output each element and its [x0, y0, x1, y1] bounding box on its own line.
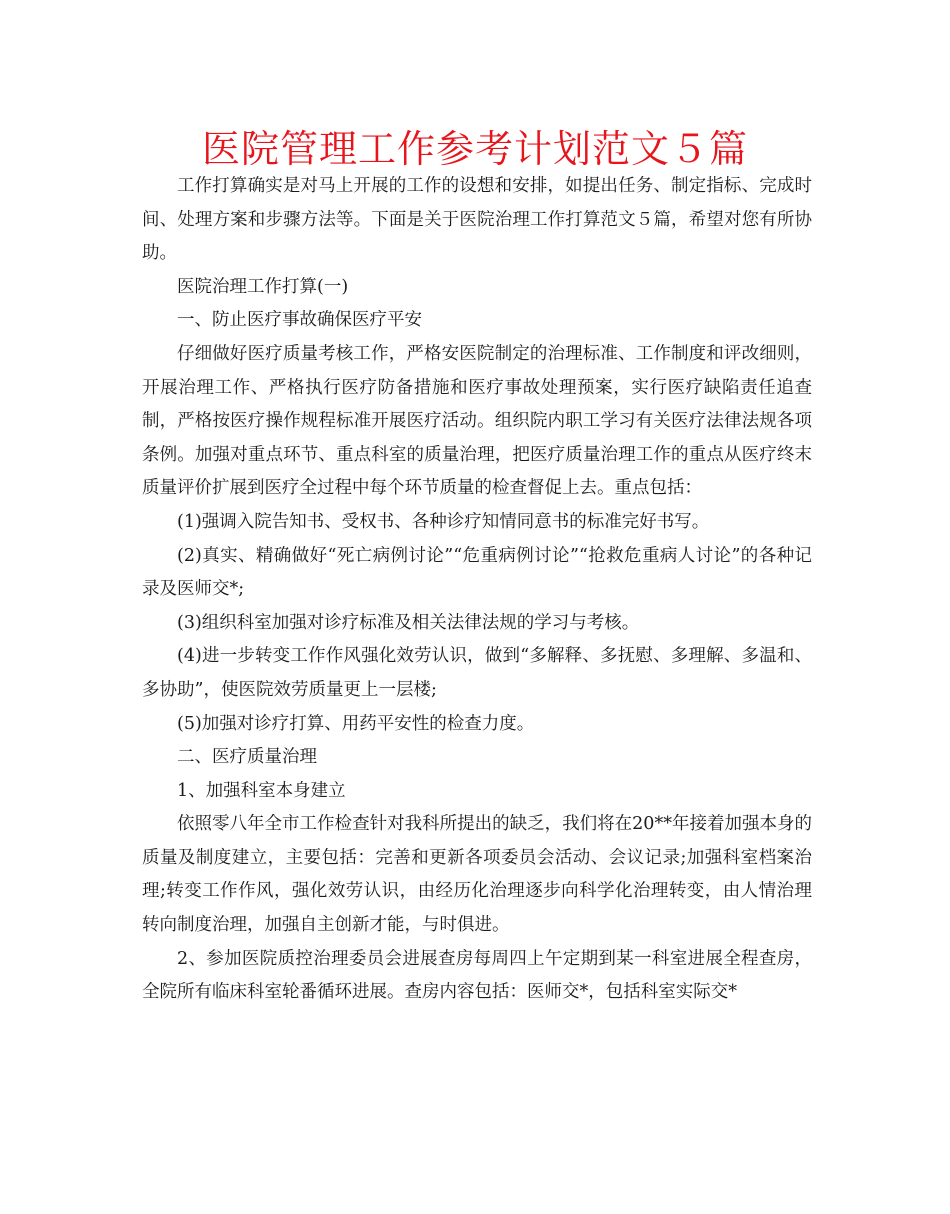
document-title: 医院管理工作参考计划范文５篇	[201, 127, 748, 171]
document-body	[142, 170, 812, 1010]
section-heading-quality-management: 二、医疗质量治理	[177, 747, 317, 768]
intro-paragraph: 工作打算确实是对马上开展的工作的设想和安排，如提出任务、制定指标、完成时间、处理方案和步骤方法等。下面是关于医院治理工作打算范文５篇，希望对您有所协助。	[142, 176, 812, 264]
paragraph-quality-assessment: 仔细做好医疗质量考核工作，严格安医院制定的治理标准、工作制度和评改细则，开展治理工作、严格执行医疗防备措施和医疗事故处理预案，实行医疗缺陷责任追查制，严格按医疗操作规程标准开展医疗活动。组织院内职工学习有关医疗法律法规各项条例。加强对重点环节、重点科室的质量治理，把医疗质量治理工作的重点从医疗终末质量评价扩展到医疗全过程中每个环节质量的检查督促上去。重点包括：	[142, 343, 812, 499]
list-item-5: (5)加强对诊疗打算、用药平安性的检查力度。	[177, 713, 535, 734]
section-heading-accident-prevention: 一、防止医疗事故确保医疗平安	[177, 310, 422, 331]
paragraph-ward-rounds: 2、参加医院质控治理委员会进展查房每周四上午定期到某一科室进展全程查房，全院所有临床科室轮番循环进展。查房内容包括：医师交*，包括科室实际交*	[142, 948, 812, 1003]
list-item-2: (2)真实、精确做好“死亡病例讨论”“危重病例讨论”“抢救危重病人讨论”的各种记录及医师交*;	[142, 545, 812, 600]
paragraph-department-building: 依照零八年全市工作检查针对我科所提出的缺乏，我们将在20**年接着加强本身的质量及制度建立，主要包括：完善和更新各项委员会活动、会议记录;加强科室档案治理;转变工作作风，强化效劳认识，由经历化治理逐步向科学化治理转变，由人情治理转向制度治理，加强自主创新才能，与时俱进。	[142, 814, 812, 936]
list-item-4: (4)进一步转变工作作风强化效劳认识，做到“多解释、多抚慰、多理解、多温和、多协助”，使医院效劳质量更上一层楼;	[142, 646, 812, 700]
list-item-3: (3)组织科室加强对诊疗标准及相关法律法规的学习与考核。	[177, 612, 640, 633]
section-heading-plan-one: 医院治理工作打算(一)	[177, 276, 349, 297]
subheading-department-building: 1、加强科室本身建立	[177, 780, 346, 801]
list-item-1: (1)强调入院告知书、受权书、各种诊疗知情同意书的标准完好书写。	[177, 511, 710, 532]
